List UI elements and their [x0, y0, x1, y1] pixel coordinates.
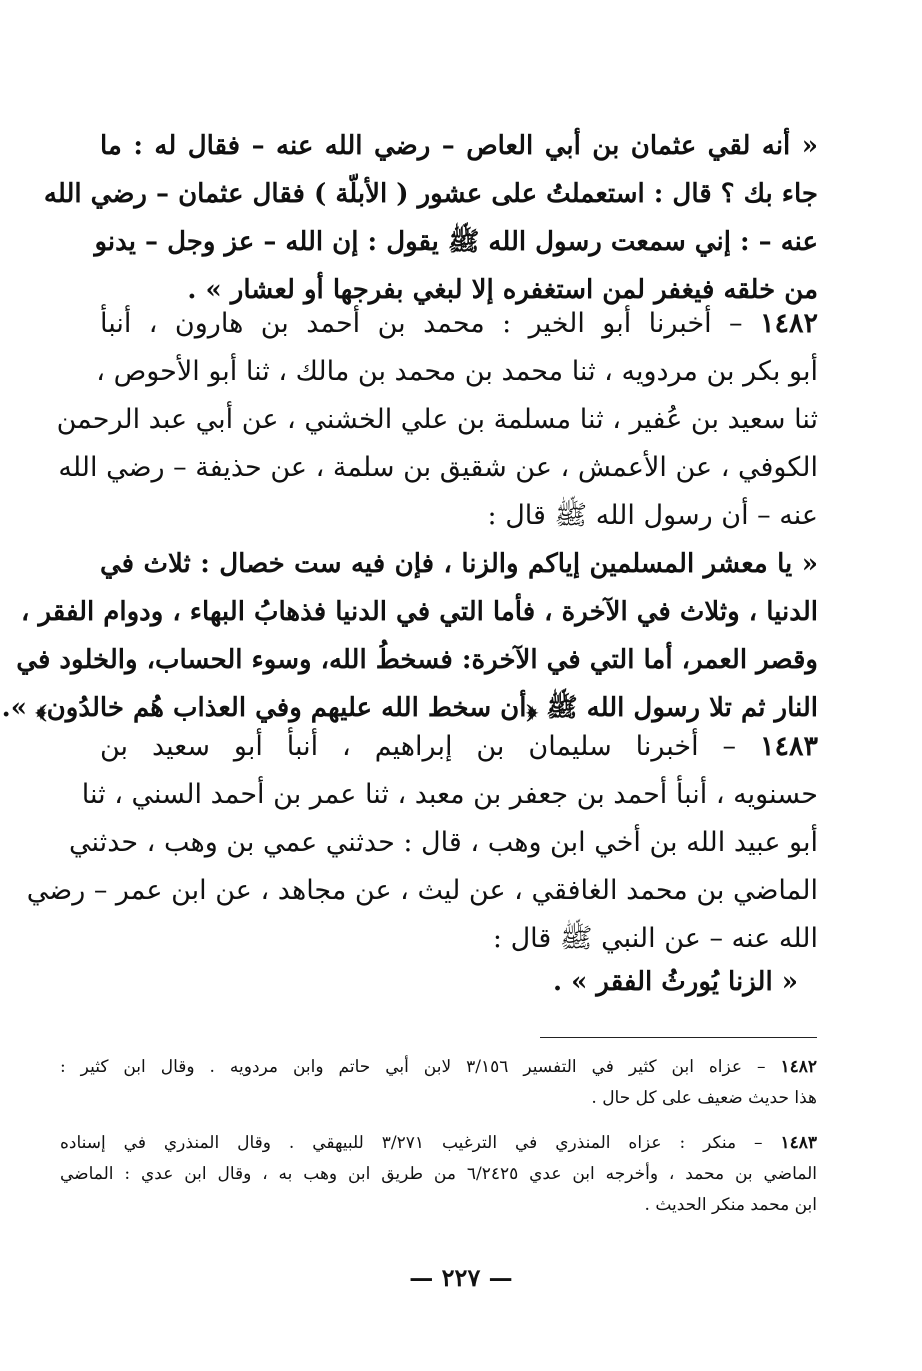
text-line: [100, 300, 818, 348]
hadith-number: ١٤٨٢: [759, 308, 818, 339]
footnote-line: [60, 1052, 817, 1083]
text-line: عنه – أن رسول الله ﷺ قال :: [487, 500, 818, 531]
footnote-text: – عزاه ابن كثير في التفسير ٣/١٥٦ لابن أبي حاتم وابن مردويه . وقال ابن كثير :: [60, 1057, 766, 1077]
footnote-1482: [60, 1052, 817, 1114]
text-line: أبو عبيد الله بن أخي ابن وهب ، قال : حدثني عمي بن وهب ، حدثني: [69, 827, 818, 858]
text-line: « يا معشر المسلمين إياكم والزنا ، فإن فيه ست خصال : ثلاث في: [100, 549, 818, 579]
entry-1482-isnad: [56, 300, 818, 540]
text-line: الكوفي ، عن الأعمش ، عن شقيق بن سلمة ، عن حذيفة – رضي الله: [58, 452, 818, 483]
isnad-text: – أخبرنا أبو الخير : محمد بن أحمد بن هارون ، أنبأ: [100, 308, 743, 339]
footnote-text: – منكر : عزاه المنذري في الترغيب ٣/٢٧١ للبيهقي . وقال المنذري في إسناده: [60, 1133, 763, 1153]
footnote-line: [60, 1128, 817, 1159]
footnote-divider: [540, 1037, 817, 1038]
entry-1483-matn: [100, 958, 818, 1006]
text-line: وقصر العمر، أما التي في الآخرة: فسخطُ الله، وسوء الحساب، والخلود في: [16, 645, 818, 675]
footnote-number: ١٤٨٢: [780, 1057, 818, 1077]
isnad-text: – أخبرنا سليمان بن إبراهيم ، أنبأ أبو سعيد بن: [100, 731, 737, 762]
footnote-line: هذا حديث ضعيف على كل حال .: [591, 1088, 817, 1108]
text-line: ثنا سعيد بن عُفير ، ثنا مسلمة بن علي الخشني ، عن أبي عبد الرحمن: [56, 404, 818, 435]
text-line: « الزنا يُورثُ الفقر » .: [553, 967, 798, 997]
hadith-1481-matn: [43, 122, 818, 314]
footnote-line: ابن محمد منكر الحديث .: [644, 1195, 817, 1215]
text-line: « أنه لقي عثمان بن أبي العاص – رضي الله عنه – فقال له : ما: [100, 131, 818, 161]
text-line: من خلقه فيغفر لمن استغفره إلا لبغي بفرجها أو لعشار » .: [187, 275, 818, 305]
text-line: الدنيا ، وثلاث في الآخرة ، فأما التي في الدنيا فذهابُ البهاء ، ودوام الفقر ،: [21, 597, 818, 627]
text-line: عنه – : إني سمعت رسول الله ﷺ يقول : إن الله – عز وجل – يدنو: [94, 227, 818, 257]
text-line: جاء بك ؟ قال : استعملتُ على عشور ( الأبلّة ) فقال عثمان – رضي الله: [43, 179, 818, 209]
text-line: [100, 723, 818, 771]
text-line: النار ثم تلا رسول الله ﷺ ﴿أن سخط الله عليهم وفي العذاب هُم خالدُون﴾ ».: [1, 693, 818, 723]
footnote-number: ١٤٨٣: [780, 1133, 818, 1153]
text-line: الله عنه – عن النبي ﷺ قال :: [492, 923, 818, 954]
entry-1482-matn: [1, 540, 818, 732]
text-line: حسنويه ، أنبأ أحمد بن جعفر بن معبد ، ثنا عمر بن أحمد السني ، ثنا: [81, 779, 818, 810]
page-number: — ٢٢٧ —: [409, 1263, 513, 1292]
entry-1483-isnad: [26, 723, 818, 963]
footnote-line: الماضي بن محمد ، وأخرجه ابن عدي ٦/٢٤٢٥ من طريق ابن وهب به ، وقال ابن عدي : الماضي: [60, 1164, 817, 1184]
footnote-1483: [60, 1128, 817, 1221]
hadith-number: ١٤٨٣: [759, 731, 818, 762]
text-line: الماضي بن محمد الغافقي ، عن ليث ، عن مجاهد ، عن ابن عمر – رضي: [26, 875, 818, 906]
text-line: أبو بكر بن مردويه ، ثنا محمد بن محمد بن مالك ، ثنا أبو الأحوص ،: [96, 356, 818, 387]
